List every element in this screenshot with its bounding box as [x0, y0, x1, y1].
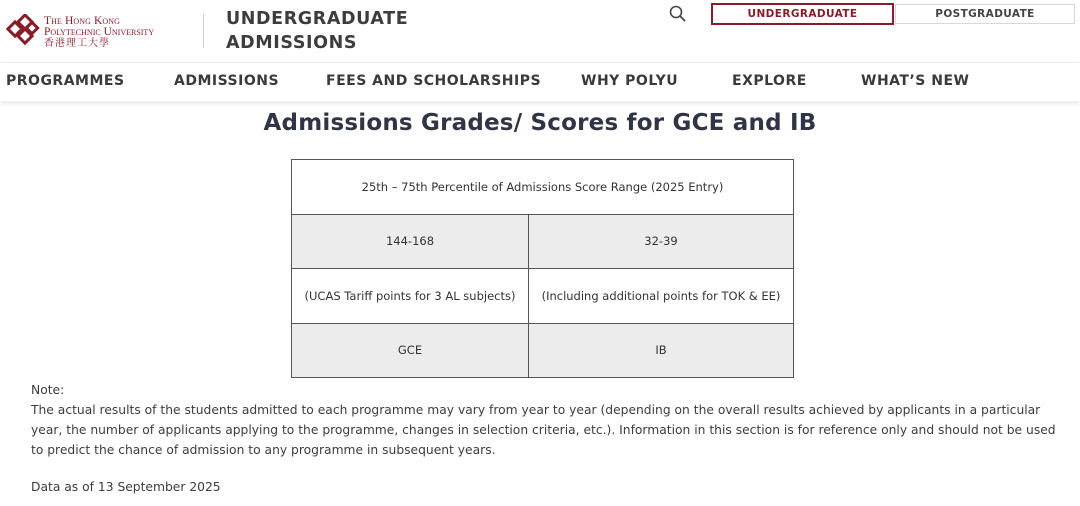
table-row — [292, 269, 794, 324]
table-row — [292, 214, 794, 269]
admission-scores-table — [291, 159, 794, 378]
site-title[interactable] — [226, 7, 408, 55]
tab-postgraduate[interactable]: POSTGRADUATE — [895, 4, 1075, 24]
search-icon — [668, 4, 688, 24]
header-divider — [203, 14, 204, 48]
site-title-line-2: ADMISSIONS — [226, 33, 358, 53]
search-button[interactable] — [668, 4, 688, 24]
logo-wordmark — [44, 16, 154, 49]
logo-line-2: Polytechnic University — [44, 26, 155, 38]
site-title-line-1: UNDERGRADUATE — [226, 9, 409, 29]
page-title: Admissions Grades/ Scores for GCE and IB — [263, 110, 817, 136]
polyu-emblem-icon — [6, 14, 40, 48]
table-row — [292, 160, 794, 215]
nav-item-fees-and-scholarships[interactable]: FEES AND SCHOLARSHIPS — [326, 73, 542, 89]
nav-item-admissions[interactable]: ADMISSIONS — [174, 73, 280, 89]
main-nav — [0, 62, 1080, 101]
table-heading: 25th – 75th Percentile of Admissions Score Range (2025 Entry) — [292, 160, 794, 215]
table-cell-gce-label: GCE — [292, 323, 529, 378]
tab-undergraduate[interactable]: UNDERGRADUATE — [711, 3, 894, 25]
table-cell-gce-description: (UCAS Tariff points for 3 AL subjects) — [292, 269, 529, 324]
polyu-logo[interactable] — [6, 14, 186, 50]
table-cell-gce-score: 144-168 — [292, 214, 529, 269]
data-date: Data as of 13 September 2025 — [31, 480, 221, 494]
note-label: Note: — [31, 383, 65, 397]
nav-item-whats-new[interactable]: WHAT’S NEW — [861, 73, 970, 89]
nav-item-why-polyu[interactable]: WHY POLYU — [581, 73, 679, 89]
logo-line-1: The Hong Kong — [44, 15, 121, 27]
site-header — [0, 0, 1080, 62]
table-cell-ib-description: (Including additional points for TOK & EE) — [529, 269, 794, 324]
logo-line-3: 香港理工大學 — [44, 38, 110, 49]
table-row — [292, 323, 794, 378]
table-cell-ib-label: IB — [529, 323, 794, 378]
table-cell-ib-score: 32-39 — [529, 214, 794, 269]
notes-section — [31, 380, 1061, 460]
nav-item-explore[interactable]: EXPLORE — [732, 73, 807, 89]
note-text: The actual results of the students admitted to each programme may vary from year to year (depending on the overall results achieved by applicants in a particular year, the number of applicants applying to the programme, changes in selection criteria, etc.). Information in this section is for reference only and should not be used to predict the chance of admission to any programme in subsequent years. — [31, 403, 1056, 457]
nav-item-programmes[interactable]: PROGRAMMES — [6, 73, 125, 89]
